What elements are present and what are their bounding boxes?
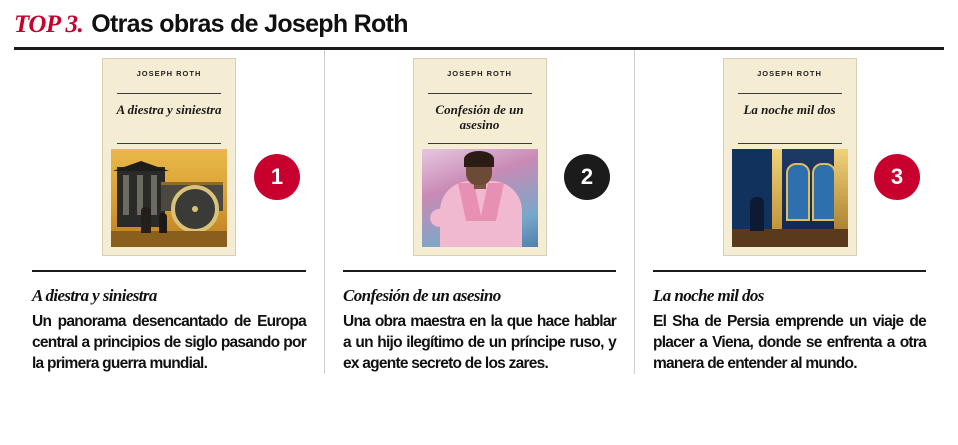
book-cover-1 xyxy=(103,59,235,255)
book-cover-2 xyxy=(414,59,546,255)
rank-badge-3: 3 xyxy=(874,154,920,200)
cover-rule-top-1 xyxy=(117,93,221,94)
cover-author-2: JOSEPH ROTH xyxy=(447,69,512,78)
rank-badge-2: 2 xyxy=(564,154,610,200)
book-description-3: El Sha de Persia emprende un viaje de placer a Viena, donde se enfrenta a otra manera de entender al mundo. xyxy=(653,313,926,372)
cover-title-3: La noche mil dos xyxy=(743,102,836,117)
book-column-2 xyxy=(324,50,634,374)
top-rank-label: TOP 3. xyxy=(14,11,84,38)
rank-badge-1: 1 xyxy=(254,154,300,200)
page-title: Otras obras de Joseph Roth xyxy=(91,10,408,38)
book-cover-area-3 xyxy=(653,50,926,264)
book-title-2: Confesión de un asesino xyxy=(343,286,501,305)
cover-rule-top-3 xyxy=(738,93,842,94)
book-cover-area-1 xyxy=(32,50,306,264)
page-header xyxy=(14,0,944,45)
cover-rule-bottom-2 xyxy=(428,143,532,144)
book-text-1 xyxy=(14,272,324,374)
book-title-1: A diestra y siniestra xyxy=(32,286,157,305)
book-column-1 xyxy=(14,50,324,374)
book-text-3 xyxy=(635,272,944,374)
book-cover-3 xyxy=(724,59,856,255)
cover-author-3: JOSEPH ROTH xyxy=(757,69,822,78)
cover-rule-bottom-3 xyxy=(738,143,842,144)
book-title-3: La noche mil dos xyxy=(653,286,764,305)
cover-artwork-2 xyxy=(422,149,538,247)
book-cover-area-2 xyxy=(343,50,616,264)
book-column-3 xyxy=(634,50,944,374)
cover-title-2: Confesión de un asesino xyxy=(435,102,524,132)
cover-rule-bottom-1 xyxy=(117,143,221,144)
cover-author-1: JOSEPH ROTH xyxy=(136,69,202,78)
book-text-2 xyxy=(325,272,634,374)
cover-artwork-1 xyxy=(111,149,227,247)
cover-rule-top-2 xyxy=(428,93,532,94)
cover-title-1: A diestra y siniestra xyxy=(116,102,222,117)
book-description-1: Un panorama desencantado de Europa central a principios de siglo pasando por la primera guerra mundial. xyxy=(32,313,306,372)
books-columns xyxy=(14,50,944,374)
cover-artwork-3 xyxy=(732,149,848,247)
book-description-2: Una obra maestra en la que hace hablar a un hijo ilegítimo de un príncipe ruso, y ex agente secreto de los zares. xyxy=(343,313,616,372)
